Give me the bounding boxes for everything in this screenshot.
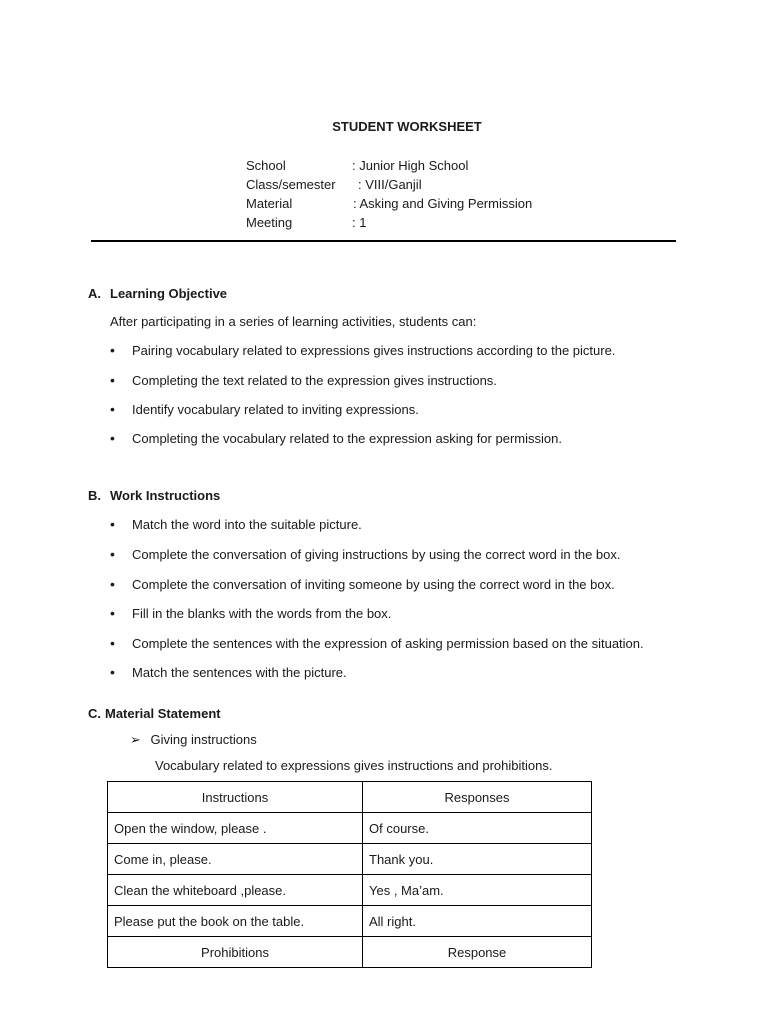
list-item-text: Complete the conversation of giving instructions by using the correct word in the box. <box>132 547 621 562</box>
section-a-title: Learning Objective <box>110 286 228 301</box>
info-label-class: Class/semester <box>246 177 336 192</box>
header-divider <box>91 240 676 242</box>
list-item-text: Complete the conversation of inviting someone by using the correct word in the box. <box>132 577 615 592</box>
section-b-title: Work Instructions <box>110 488 221 503</box>
table-cell: Please put the book on the table. <box>108 906 363 937</box>
info-label-material: Material <box>246 196 293 211</box>
section-c-letter: C. <box>88 706 101 721</box>
table-cell: Thank you. <box>363 844 592 875</box>
section-c-title: Material Statement <box>105 706 221 721</box>
table-cell: Of course. <box>363 813 592 844</box>
section-c-heading <box>88 706 221 721</box>
table-header-prohibitions: Prohibitions <box>108 937 363 968</box>
list-item-text: Match the sentences with the picture. <box>132 665 347 680</box>
bullet-icon: • <box>110 516 115 532</box>
list-item-text: Complete the sentences with the expression of asking permission based on the situation. <box>132 636 644 651</box>
table-row <box>108 813 592 844</box>
worksheet-title: STUDENT WORKSHEET <box>332 119 482 134</box>
table-header-responses: Responses <box>363 782 592 813</box>
info-label-school: School <box>246 158 286 173</box>
table-cell: Open the window, please . <box>108 813 363 844</box>
list-item-text: Completing the vocabulary related to the expression asking for permission. <box>132 431 562 446</box>
table-header-row <box>108 782 592 813</box>
section-c-subitem <box>130 732 257 748</box>
table-row <box>108 844 592 875</box>
section-b-letter: B. <box>88 488 101 503</box>
table-footer-row <box>108 937 592 968</box>
list-item-text: Completing the text related to the expression gives instructions. <box>132 373 497 388</box>
info-value-school: : Junior High School <box>352 158 469 173</box>
table-row <box>108 906 592 937</box>
table-row <box>108 875 592 906</box>
bullet-icon: • <box>110 342 115 358</box>
bullet-icon: • <box>110 401 115 417</box>
list-item-text: Match the word into the suitable picture. <box>132 517 362 532</box>
bullet-icon: • <box>110 576 115 592</box>
vocabulary-table <box>107 781 592 968</box>
bullet-icon: • <box>110 372 115 388</box>
table-cell: All right. <box>363 906 592 937</box>
arrow-bullet-icon: ➢ <box>130 732 141 747</box>
bullet-icon: • <box>110 635 115 651</box>
info-value-material: : Asking and Giving Permission <box>353 196 533 211</box>
section-b-heading <box>88 488 220 503</box>
table-cell: Yes , Ma’am. <box>363 875 592 906</box>
info-label-meeting: Meeting <box>246 215 293 230</box>
bullet-icon: • <box>110 664 115 680</box>
info-value-class: : VIII/Ganjil <box>358 177 422 192</box>
table-header-response: Response <box>363 937 592 968</box>
section-a-letter: A. <box>88 286 101 301</box>
list-item-text: Identify vocabulary related to inviting expressions. <box>132 402 419 417</box>
list-item-text: Fill in the blanks with the words from the box. <box>132 606 392 621</box>
table-cell: Clean the whiteboard ,please. <box>108 875 363 906</box>
section-c-subitem-text: Giving instructions <box>150 732 257 747</box>
section-a-heading <box>88 286 227 301</box>
bullet-icon: • <box>110 546 115 562</box>
section-a-intro: After participating in a series of learning activities, students can: <box>110 314 477 329</box>
info-value-meeting: : 1 <box>352 215 367 230</box>
list-item-text: Pairing vocabulary related to expressions gives instructions according to the picture. <box>132 343 616 358</box>
bullet-icon: • <box>110 605 115 621</box>
section-c-description: Vocabulary related to expressions gives instructions and prohibitions. <box>155 758 553 773</box>
table-cell: Come in, please. <box>108 844 363 875</box>
bullet-icon: • <box>110 430 115 446</box>
table-header-instructions: Instructions <box>108 782 363 813</box>
